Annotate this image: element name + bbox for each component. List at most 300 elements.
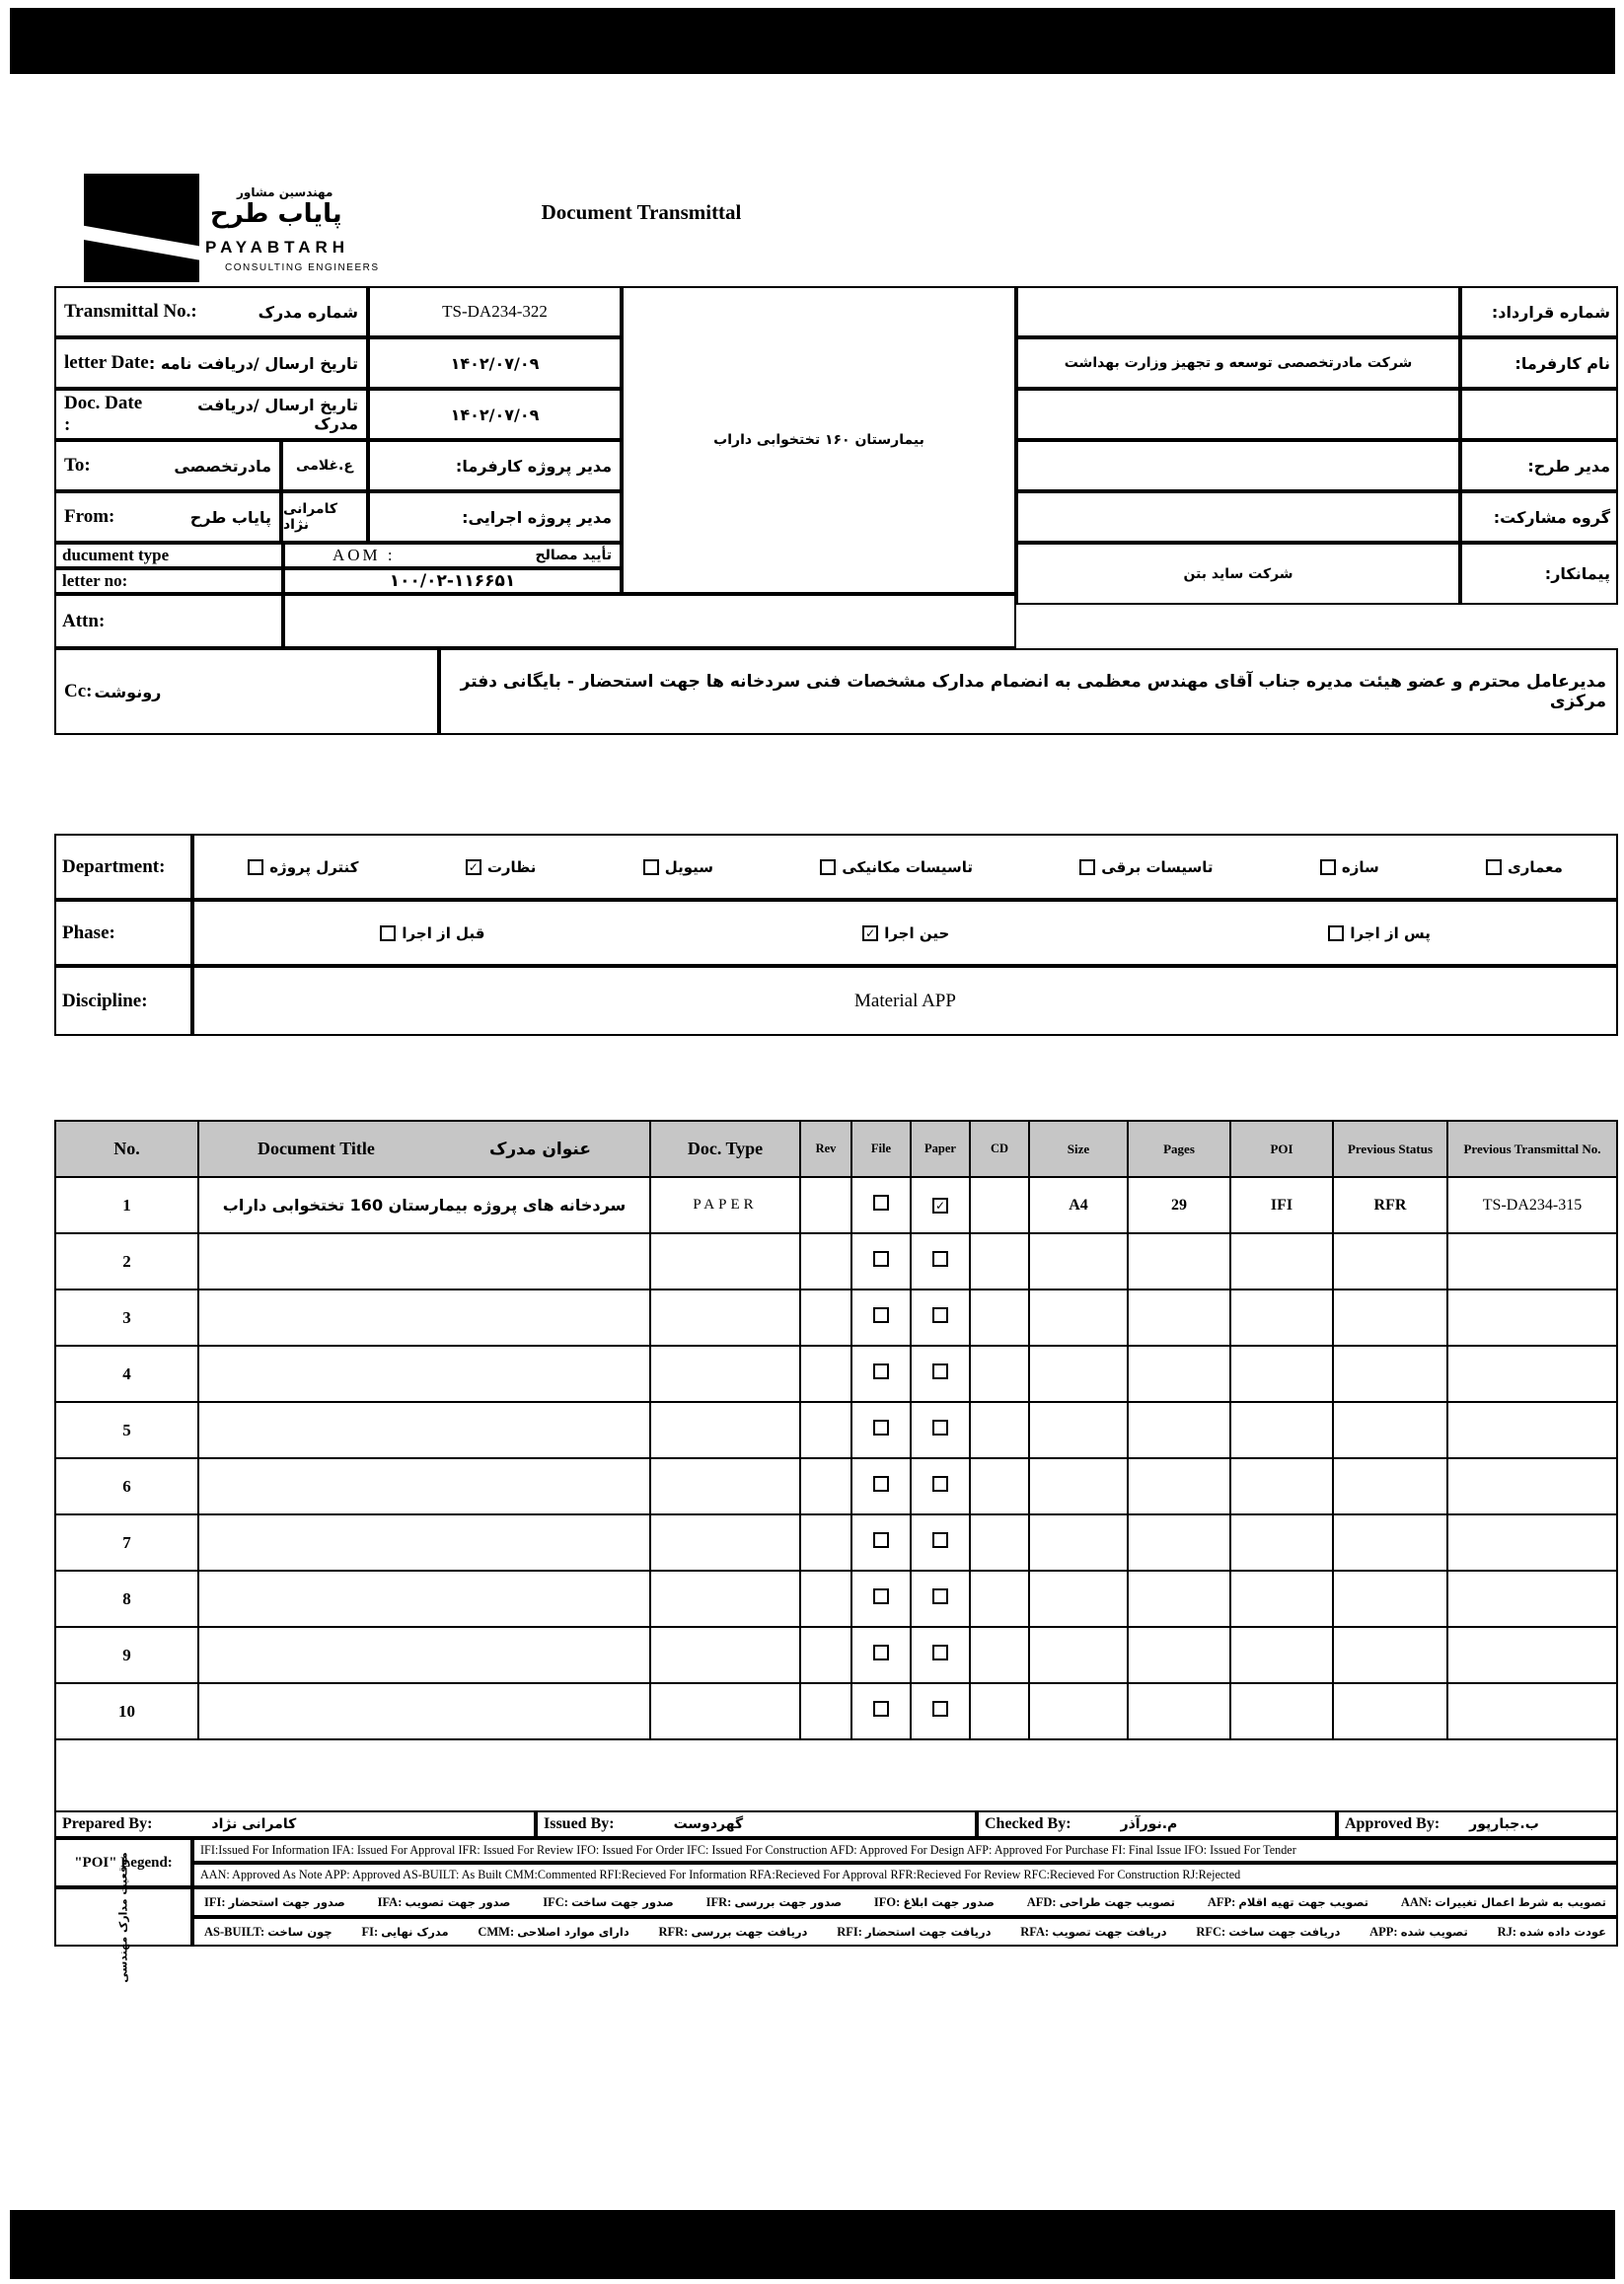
logo-en-name: PAYABTARH [205, 238, 350, 257]
fa-legend-text: دریافت جهت ساخت [1228, 1925, 1341, 1939]
logo-en-tagline: CONSULTING ENGINEERS [225, 262, 380, 273]
department-option-mechanical [820, 858, 973, 876]
fa-legend-item [378, 1893, 511, 1911]
logo-fa-name: پایاب طرح [210, 199, 342, 229]
partnership-value-cell [1016, 491, 1460, 543]
document-type-label-cell [54, 543, 283, 568]
cell-file [851, 1346, 911, 1402]
doc-table-body [55, 1177, 1617, 1739]
document-type-fa: تأیید مصالح [535, 548, 612, 563]
cell-cd [970, 1571, 1029, 1627]
file-checkbox[interactable] [873, 1476, 889, 1492]
poi-legend-line2-text: AAN: Approved As Note APP: Approved AS-BUILT: As Built CMM:Commented RFI:Recieved For Information RFA:Recieved For Approval RFR:Recieved For Review RFC:Recieved For Construction RJ:Rejected [200, 1868, 1241, 1881]
fa-legend-item [204, 1923, 332, 1941]
letter-no-label: letter no: [62, 571, 128, 590]
attn-label-cell [54, 594, 283, 648]
fa-legend-line-2 [192, 1917, 1618, 1947]
paper-checkbox[interactable]: ✓ [932, 1198, 948, 1214]
cell-cd [970, 1233, 1029, 1289]
checked-by-label: Checked By: [985, 1815, 1071, 1832]
department-checkbox-structure[interactable] [1320, 859, 1336, 875]
cell-pages [1128, 1402, 1230, 1458]
cell-size [1029, 1571, 1128, 1627]
cell-file [851, 1289, 911, 1346]
cc-label-cell [54, 648, 439, 735]
contractor-name: شرکت ساید بتن [1183, 565, 1293, 582]
document-type-value-cell [283, 543, 622, 568]
transmittal-no-label-fa: شماره مدرک [258, 302, 358, 322]
fa-legend-item [543, 1893, 674, 1911]
department-option-label: نظارت [486, 857, 537, 876]
cell-prev-transmittal [1447, 1514, 1617, 1571]
fa-legend-code: RFI: [837, 1925, 866, 1939]
fa-legend-code: IFR: [705, 1895, 735, 1909]
letter-date-label-fa: تاریخ ارسال /دریافت نامه : [148, 353, 358, 373]
table-row [55, 1458, 1617, 1514]
cell-prev-transmittal [1447, 1289, 1617, 1346]
blank-label-cell [1460, 389, 1618, 440]
from-role: مدیر پروژه اجرایی: [462, 507, 612, 527]
cell-doc-type: PAPER [650, 1177, 800, 1233]
file-checkbox[interactable] [873, 1532, 889, 1548]
cell-prev-status [1333, 1627, 1447, 1683]
cell-prev-status [1333, 1571, 1447, 1627]
fa-legend-text: دریافت جهت تصویب [1052, 1925, 1167, 1939]
phase-slot-during-execution [669, 924, 1143, 942]
department-option-label: تاسیسات برقی [1101, 857, 1214, 876]
department-checkbox-electrical[interactable] [1079, 859, 1095, 875]
cell-paper [911, 1571, 970, 1627]
cell-file [851, 1514, 911, 1571]
phase-label-cell [54, 900, 192, 966]
header-pages: Pages [1128, 1121, 1230, 1177]
fa-legend-code: IFO: [873, 1895, 904, 1909]
fa-legend-text: مدرک نهایی [381, 1925, 449, 1939]
header-no: No. [55, 1121, 198, 1177]
to-label: To: [64, 455, 91, 476]
partnership-label: گروه مشارکت: [1493, 507, 1610, 527]
cell-paper [911, 1683, 970, 1739]
poi-legend-line1 [192, 1838, 1618, 1863]
phase-option-label: قبل از اجرا [402, 923, 485, 942]
department-option-electrical [1079, 858, 1213, 876]
cell-paper [911, 1233, 970, 1289]
cell-file [851, 1683, 911, 1739]
cell-poi: IFI [1230, 1177, 1333, 1233]
table-row [55, 1177, 1617, 1233]
company-logo [84, 174, 199, 282]
cell-rev [800, 1458, 851, 1514]
poi-legend-line2 [192, 1863, 1618, 1887]
cell-title [198, 1458, 650, 1514]
cell-pages [1128, 1514, 1230, 1571]
department-checkbox-mechanical[interactable] [820, 859, 836, 875]
cell-no: 10 [55, 1683, 198, 1739]
fa-legend-item [1208, 1893, 1368, 1911]
department-checkbox-civil[interactable] [643, 859, 659, 875]
cc-text: مدیرعامل محترم و عضو هیئت مدیره جناب آقای مهندس معظمی به انضمام مدارک مشخصات فنی سردخانه ها جهت استحضار - بایگانی دفتر مرکزی [460, 672, 1606, 711]
fa-legend-item [1401, 1893, 1606, 1911]
table-row [55, 1233, 1617, 1289]
fa-legend-text: تصویب جهت تهیه اقلام [1238, 1895, 1369, 1909]
file-checkbox[interactable] [873, 1195, 889, 1211]
file-checkbox[interactable] [873, 1420, 889, 1436]
cell-doc-type [650, 1458, 800, 1514]
fa-legend-code: AAN: [1400, 1895, 1436, 1909]
cell-prev-transmittal: TS-DA234-315 [1447, 1177, 1617, 1233]
doc-table-header-row [55, 1121, 1617, 1177]
paper-checkbox[interactable] [932, 1532, 948, 1548]
paper-checkbox[interactable] [932, 1251, 948, 1267]
fa-legend-text: دریافت جهت بررسی [691, 1925, 808, 1939]
from-label: From: [64, 506, 115, 527]
discipline-value-cell [192, 966, 1618, 1036]
transmittal-no-text: TS-DA234-322 [442, 302, 548, 321]
cell-file [851, 1627, 911, 1683]
client-value-cell [1016, 337, 1460, 389]
discipline-label: Discipline: [62, 990, 148, 1011]
document-type-label: ducument type [62, 546, 170, 564]
cell-no: 9 [55, 1627, 198, 1683]
approved-by-cell [1337, 1810, 1618, 1838]
cell-rev [800, 1514, 851, 1571]
cell-prev-transmittal [1447, 1627, 1617, 1683]
top-black-bar [10, 8, 1615, 74]
cell-poi [1230, 1233, 1333, 1289]
header-rev: Rev [800, 1121, 851, 1177]
cell-cd [970, 1346, 1029, 1402]
bottom-black-bar [10, 2210, 1615, 2279]
transmittal-no-label-cell [54, 286, 368, 337]
cell-title [198, 1627, 650, 1683]
cell-rev [800, 1346, 851, 1402]
department-option-project-control [248, 858, 358, 876]
fa-legend-text: دریافت جهت استحضار [865, 1925, 992, 1939]
cell-paper [911, 1289, 970, 1346]
cell-no: 6 [55, 1458, 198, 1514]
cell-pages [1128, 1346, 1230, 1402]
department-option-architecture [1486, 858, 1563, 876]
cell-paper [911, 1514, 970, 1571]
to-value-fa: مادرتخصصی [174, 456, 271, 476]
fa-legend-text: صدور جهت استحضار [228, 1895, 345, 1909]
cc-value-cell [439, 648, 1618, 735]
fa-legend-code: FI: [361, 1925, 382, 1939]
cell-rev [800, 1177, 851, 1233]
fa-legend-text: صدور جهت ابلاغ [903, 1895, 995, 1909]
document-list-table [54, 1120, 1618, 1813]
fa-legend-item [1196, 1923, 1340, 1941]
prepared-by-cell [54, 1810, 536, 1838]
to-person: ع.غلامی [296, 458, 353, 474]
cell-pages [1128, 1458, 1230, 1514]
cell-title: سردخانه های پروژه بیمارستان 160 تختخوابی داراب [198, 1177, 650, 1233]
from-person-cell [281, 491, 368, 543]
issued-by-name: گهردوست [673, 1816, 744, 1832]
file-checkbox[interactable] [873, 1251, 889, 1267]
cell-prev-transmittal [1447, 1346, 1617, 1402]
paper-checkbox[interactable] [932, 1307, 948, 1323]
contract-no-label: شماره قرارداد: [1491, 302, 1610, 322]
cell-doc-type [650, 1402, 800, 1458]
to-role: مدیر پروژه کارفرما: [455, 456, 612, 476]
cell-cd [970, 1458, 1029, 1514]
attn-label: Attn: [62, 610, 106, 631]
cell-size [1029, 1346, 1128, 1402]
phase-checkbox-after-execution[interactable] [1328, 925, 1344, 941]
cc-label-fa: رونوشت [94, 682, 162, 701]
phase-slot-before-execution [195, 924, 669, 942]
project-name: بیمارستان ۱۶۰ تختخوابی داراب [713, 432, 924, 448]
paper-checkbox[interactable] [932, 1476, 948, 1492]
fa-legend-text: تصویب جهت طراحی [1059, 1895, 1175, 1909]
cell-prev-status: RFR [1333, 1177, 1447, 1233]
cell-doc-type [650, 1514, 800, 1571]
fa-legend-text: صدور جهت بررسی [734, 1895, 843, 1909]
file-checkbox[interactable] [873, 1701, 889, 1717]
phase-option-during-execution [862, 924, 949, 942]
poi-legend-label: "POI" Legend: [74, 1854, 173, 1871]
cell-rev [800, 1627, 851, 1683]
cell-pages [1128, 1683, 1230, 1739]
file-checkbox[interactable] [873, 1645, 889, 1660]
cell-pages [1128, 1289, 1230, 1346]
fa-legend-code: IFA: [377, 1895, 406, 1909]
cell-file [851, 1458, 911, 1514]
fa-legend-text: عودت داده شده [1519, 1925, 1606, 1939]
transmittal-info-table [54, 286, 1618, 735]
cell-rev [800, 1233, 851, 1289]
fa-legend-item [1020, 1923, 1166, 1941]
fa-legend-text: صدور جهت ساخت [571, 1895, 674, 1909]
doc-table-filler-row [55, 1739, 1617, 1812]
cell-poi [1230, 1289, 1333, 1346]
cell-poi [1230, 1458, 1333, 1514]
page-title: Document Transmittal [541, 200, 742, 224]
to-role-cell [368, 440, 622, 491]
cell-doc-type [650, 1571, 800, 1627]
cell-size [1029, 1458, 1128, 1514]
cell-cd [970, 1177, 1029, 1233]
approved-by-label: Approved By: [1345, 1815, 1440, 1832]
cell-pages: 29 [1128, 1177, 1230, 1233]
contractor-label: پیمانکار: [1544, 564, 1610, 583]
department-option-label: سازه [1341, 857, 1379, 876]
header-doc-type: Doc. Type [650, 1121, 800, 1177]
department-option-label: سیویل [664, 857, 714, 876]
fa-legend-text: تصویب شده [1400, 1925, 1468, 1939]
from-person: کامرانی نژاد [283, 501, 337, 533]
letter-no-value-cell [283, 568, 622, 594]
approved-by-name: ب.جبارپور [1469, 1816, 1539, 1832]
phase-checkbox-during-execution[interactable]: ✓ [862, 925, 878, 941]
cell-rev [800, 1571, 851, 1627]
cell-file [851, 1571, 911, 1627]
transmittal-no-label-en: Transmittal No.: [64, 301, 197, 322]
department-option-label: کنترل پروژه [269, 857, 359, 876]
fa-legend-code: CMM: [478, 1925, 518, 1939]
cell-size [1029, 1402, 1128, 1458]
fa-legend-item [874, 1893, 995, 1911]
classification-table [54, 834, 1618, 1036]
department-label-cell [54, 834, 192, 900]
client-label: نام کارفرما: [1514, 353, 1610, 373]
phase-options [192, 900, 1618, 966]
cell-prev-status [1333, 1683, 1447, 1739]
cell-no: 5 [55, 1402, 198, 1458]
phase-slot-after-execution [1143, 924, 1616, 942]
contractor-value-cell [1016, 543, 1460, 605]
paper-checkbox[interactable] [932, 1701, 948, 1717]
cell-cd [970, 1289, 1029, 1346]
header-paper: Paper [911, 1121, 970, 1177]
fa-legend-item [706, 1893, 842, 1911]
fa-legend-text: صدور جهت تصویب [405, 1895, 511, 1909]
table-row [55, 1289, 1617, 1346]
cell-poi [1230, 1346, 1333, 1402]
fa-legend-item [1498, 1923, 1606, 1941]
cell-cd [970, 1514, 1029, 1571]
table-row [55, 1346, 1617, 1402]
phase-option-label: پس از اجرا [1350, 923, 1431, 942]
cell-no: 3 [55, 1289, 198, 1346]
contract-no-value-cell [1016, 286, 1460, 337]
letter-date-label-en: letter Date [64, 352, 149, 373]
cell-paper [911, 1402, 970, 1458]
cell-rev [800, 1683, 851, 1739]
cell-prev-status [1333, 1289, 1447, 1346]
letter-date-value [368, 337, 622, 389]
table-row [55, 1571, 1617, 1627]
file-checkbox[interactable] [873, 1363, 889, 1379]
plan-manager-label: مدیر طرح: [1527, 456, 1610, 476]
cell-no: 2 [55, 1233, 198, 1289]
table-row [55, 1683, 1617, 1739]
cell-size [1029, 1233, 1128, 1289]
cell-size [1029, 1683, 1128, 1739]
cell-prev-status [1333, 1514, 1447, 1571]
cell-prev-transmittal [1447, 1683, 1617, 1739]
fa-legend-text: تصویب به شرط اعمال تغییرات [1435, 1895, 1606, 1909]
issued-by-cell [536, 1810, 977, 1838]
cell-prev-status [1333, 1233, 1447, 1289]
transmittal-no-value [368, 286, 622, 337]
logo-swoosh-icon [84, 224, 199, 263]
cell-size [1029, 1627, 1128, 1683]
fa-legend-label: موقعیت مدارک مهندسی [116, 1851, 130, 1983]
table-row [55, 1402, 1617, 1458]
cell-title [198, 1514, 650, 1571]
header-poi: POI [1230, 1121, 1333, 1177]
header-file: File [851, 1121, 911, 1177]
cell-rev [800, 1402, 851, 1458]
cell-doc-type [650, 1683, 800, 1739]
fa-legend-code: RFC: [1196, 1925, 1229, 1939]
cell-pages [1128, 1233, 1230, 1289]
checked-by-cell [977, 1810, 1337, 1838]
fa-legend-item [204, 1893, 345, 1911]
paper-checkbox[interactable] [932, 1645, 948, 1660]
department-checkbox-supervision[interactable]: ✓ [466, 859, 481, 875]
department-option-civil [643, 858, 713, 876]
cell-prev-transmittal [1447, 1458, 1617, 1514]
doc-date-value [368, 389, 622, 440]
cell-pages [1128, 1571, 1230, 1627]
paper-checkbox[interactable] [932, 1363, 948, 1379]
department-option-label: معماری [1508, 857, 1563, 876]
cell-prev-transmittal [1447, 1571, 1617, 1627]
paper-checkbox[interactable] [932, 1420, 948, 1436]
department-checkbox-architecture[interactable] [1486, 859, 1502, 875]
cell-poi [1230, 1402, 1333, 1458]
letter-no-value: ۱۰۰/۰۲-۱۱۶۶۵۱ [389, 571, 516, 591]
header-title-fa: عنوان مدرک [488, 1139, 591, 1159]
cell-poi [1230, 1627, 1333, 1683]
checked-by-name: م.نورآذر [1120, 1816, 1178, 1832]
plan-manager-value-cell [1016, 440, 1460, 491]
cc-label-en: Cc: [64, 681, 93, 701]
doc-date-label-cell [54, 389, 368, 440]
cell-doc-type [650, 1627, 800, 1683]
cell-paper [911, 1458, 970, 1514]
header-cd: CD [970, 1121, 1029, 1177]
table-row [55, 1514, 1617, 1571]
doc-date-text: ۱۴۰۲/۰۷/۰۹ [450, 405, 540, 424]
cell-size: A4 [1029, 1177, 1128, 1233]
doc-table-filler-cell [55, 1739, 1617, 1812]
fa-legend-code: AS-BUILT: [204, 1925, 268, 1939]
cell-poi [1230, 1571, 1333, 1627]
cell-pages [1128, 1627, 1230, 1683]
footer-block [54, 1810, 1618, 1983]
fa-legend-item [478, 1923, 628, 1941]
poi-legend-line1-text: IFI:Issued For Information IFA: Issued For Approval IFR: Issued For Review IFO: Issued For Order IFC: Issued For Construction AFD: Approved For Design AFP: Approved For Purchase FI: Final Issue IFO: Issued For Tender [200, 1843, 1296, 1857]
cell-prev-transmittal [1447, 1233, 1617, 1289]
to-person-cell [281, 440, 368, 491]
to-cell [54, 440, 281, 491]
cell-doc-type [650, 1233, 800, 1289]
logo-fa-tagline: مهندسین مشاور [237, 185, 333, 199]
prepared-by-label: Prepared By: [62, 1815, 153, 1832]
cell-no: 7 [55, 1514, 198, 1571]
fa-legend-code: IFI: [204, 1895, 229, 1909]
cell-cd [970, 1627, 1029, 1683]
paper-checkbox[interactable] [932, 1588, 948, 1604]
cell-prev-status [1333, 1402, 1447, 1458]
contract-no-label-cell [1460, 286, 1618, 337]
from-value-fa: پایاب طرح [189, 507, 271, 527]
cell-no: 1 [55, 1177, 198, 1233]
file-checkbox[interactable] [873, 1307, 889, 1323]
file-checkbox[interactable] [873, 1588, 889, 1604]
cell-doc-type [650, 1346, 800, 1402]
cell-title [198, 1289, 650, 1346]
fa-legend-code: APP: [1369, 1925, 1401, 1939]
cell-title [198, 1683, 650, 1739]
cell-file [851, 1402, 911, 1458]
cell-paper [911, 1627, 970, 1683]
prepared-by-name: کامرانی نژاد [211, 1816, 297, 1832]
issued-by-label: Issued By: [544, 1815, 615, 1832]
attn-value-cell [283, 594, 1016, 648]
cell-file [851, 1233, 911, 1289]
cell-poi [1230, 1514, 1333, 1571]
header-title-en: Document Title [258, 1139, 375, 1158]
fa-legend-code: AFD: [1026, 1895, 1060, 1909]
department-checkbox-project-control[interactable] [248, 859, 263, 875]
document-type-code: AOM : [332, 546, 396, 564]
phase-checkbox-before-execution[interactable] [380, 925, 396, 941]
